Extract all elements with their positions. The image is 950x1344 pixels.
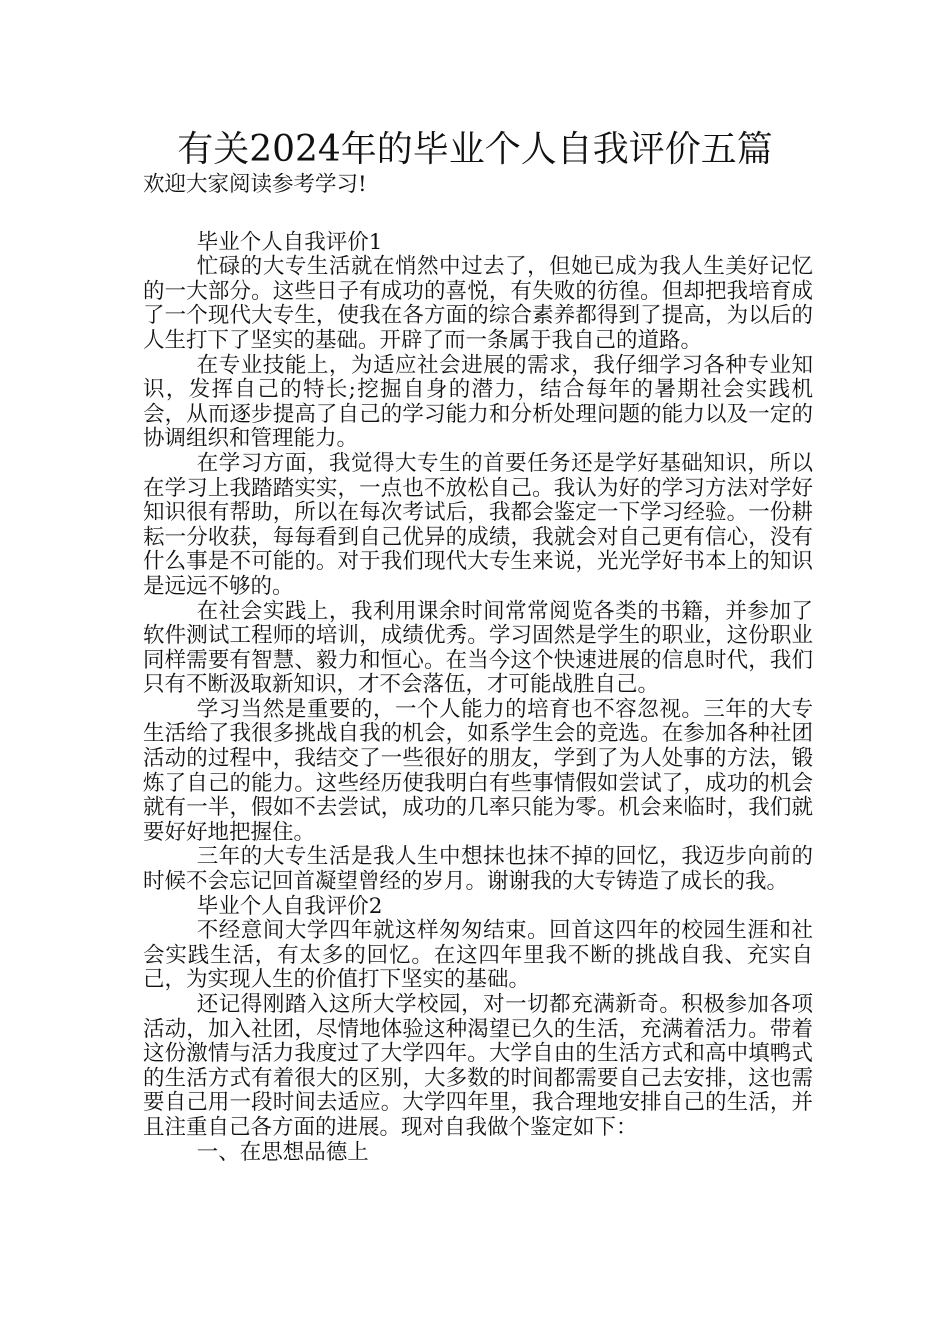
paragraph: 在社会实践上，我利用课余时间常常阅览各类的书籍，并参加了软件测试工程师的培训，成绩优秀。学习固然是学生的职业，这份职业同样需要有智慧、毅力和恒心。在当今这个快速进展的信息时代，我们只有不断汲取新知识，才不会落伍，才可能战胜自己。 — [143, 598, 813, 698]
section-heading-1: 毕业个人自我评价1 — [196, 229, 383, 255]
subheading: 一、在思想品德上 — [196, 1139, 369, 1165]
paragraph: 在专业技能上，为适应社会进展的需求，我仔细学习各种专业知识，发挥自己的特长;挖掘自身的潜力，结合每年的暑期社会实践机会，从而逐步提高了自己的学习能力和分析处理问题的能力以及一定的协调组织和管理能力。 — [143, 352, 813, 452]
paragraph: 学习当然是重要的，一个人能力的培育也不容忽视。三年的大专生活给了我很多挑战自我的机会，如系学生会的竞选。在参加各种社团活动的过程中，我结交了一些很好的朋友，学到了为人处事的方法，锻炼了自己的能力。这些经历使我明白有些事情假如尝试了，成功的机会就有一半，假如不去尝试，成功的几率只能为零。机会来临时，我们就要好好地把握住。 — [143, 696, 813, 845]
intro-text: 欢迎大家阅读参考学习! — [143, 172, 367, 197]
paragraph: 三年的大专生活是我人生中想抹也抹不掉的回忆，我迈步向前的时候不会忘记回首凝望曾经的岁月。谢谢我的大专铸造了成长的我。 — [143, 844, 813, 895]
paragraph: 在学习方面，我觉得大专生的首要任务还是学好基础知识，所以在学习上我踏踏实实，一点也不放松自己。我认为好的学习方法对学好知识很有帮助，所以在每次考试后，我都会鉴定一下学习经验。一份耕耘一分收获，每每看到自己优异的成绩，我就会对自己更有信心，没有什么事是不可能的。对于我们现代大专生来说，光光学好书本上的知识是远远不够的。 — [143, 450, 813, 599]
paragraph: 还记得刚踏入这所大学校园，对一切都充满新奇。积极参加各项活动，加入社团，尽情地体验这种渴望已久的生活，充满着活力。带着这份激情与活力我度过了大学四年。大学自由的生活方式和高中填鸭式的生活方式有着很大的区别，大多数的时间都需要自己去安排，这也需要自己用一段时间去适应。大学四年里，我合理地安排自己的生活，并且注重自己各方面的进展。现对自我做个鉴定如下： — [143, 992, 813, 1140]
document-title: 有关2024年的毕业个人自我评价五篇 — [177, 129, 773, 170]
paragraph: 忙碌的大专生活就在悄然中过去了，但她已成为我人生美好记忆的一大部分。这些日子有成功的喜悦，有失败的彷徨。但却把我培育成了一个现代大专生，使我在各方面的综合素养都得到了提高，为以后的人生打下了坚实的基础。开辟了而一条属于我自己的道路。 — [143, 254, 813, 353]
paragraph: 不经意间大学四年就这样匆匆结束。回首这四年的校园生涯和社会实践生活，有太多的回忆。在这四年里我不断的挑战自我、充实自己，为实现人生的价值打下坚实的基础。 — [143, 918, 813, 993]
section-heading-2: 毕业个人自我评价2 — [196, 893, 383, 919]
document-body — [143, 173, 813, 1165]
